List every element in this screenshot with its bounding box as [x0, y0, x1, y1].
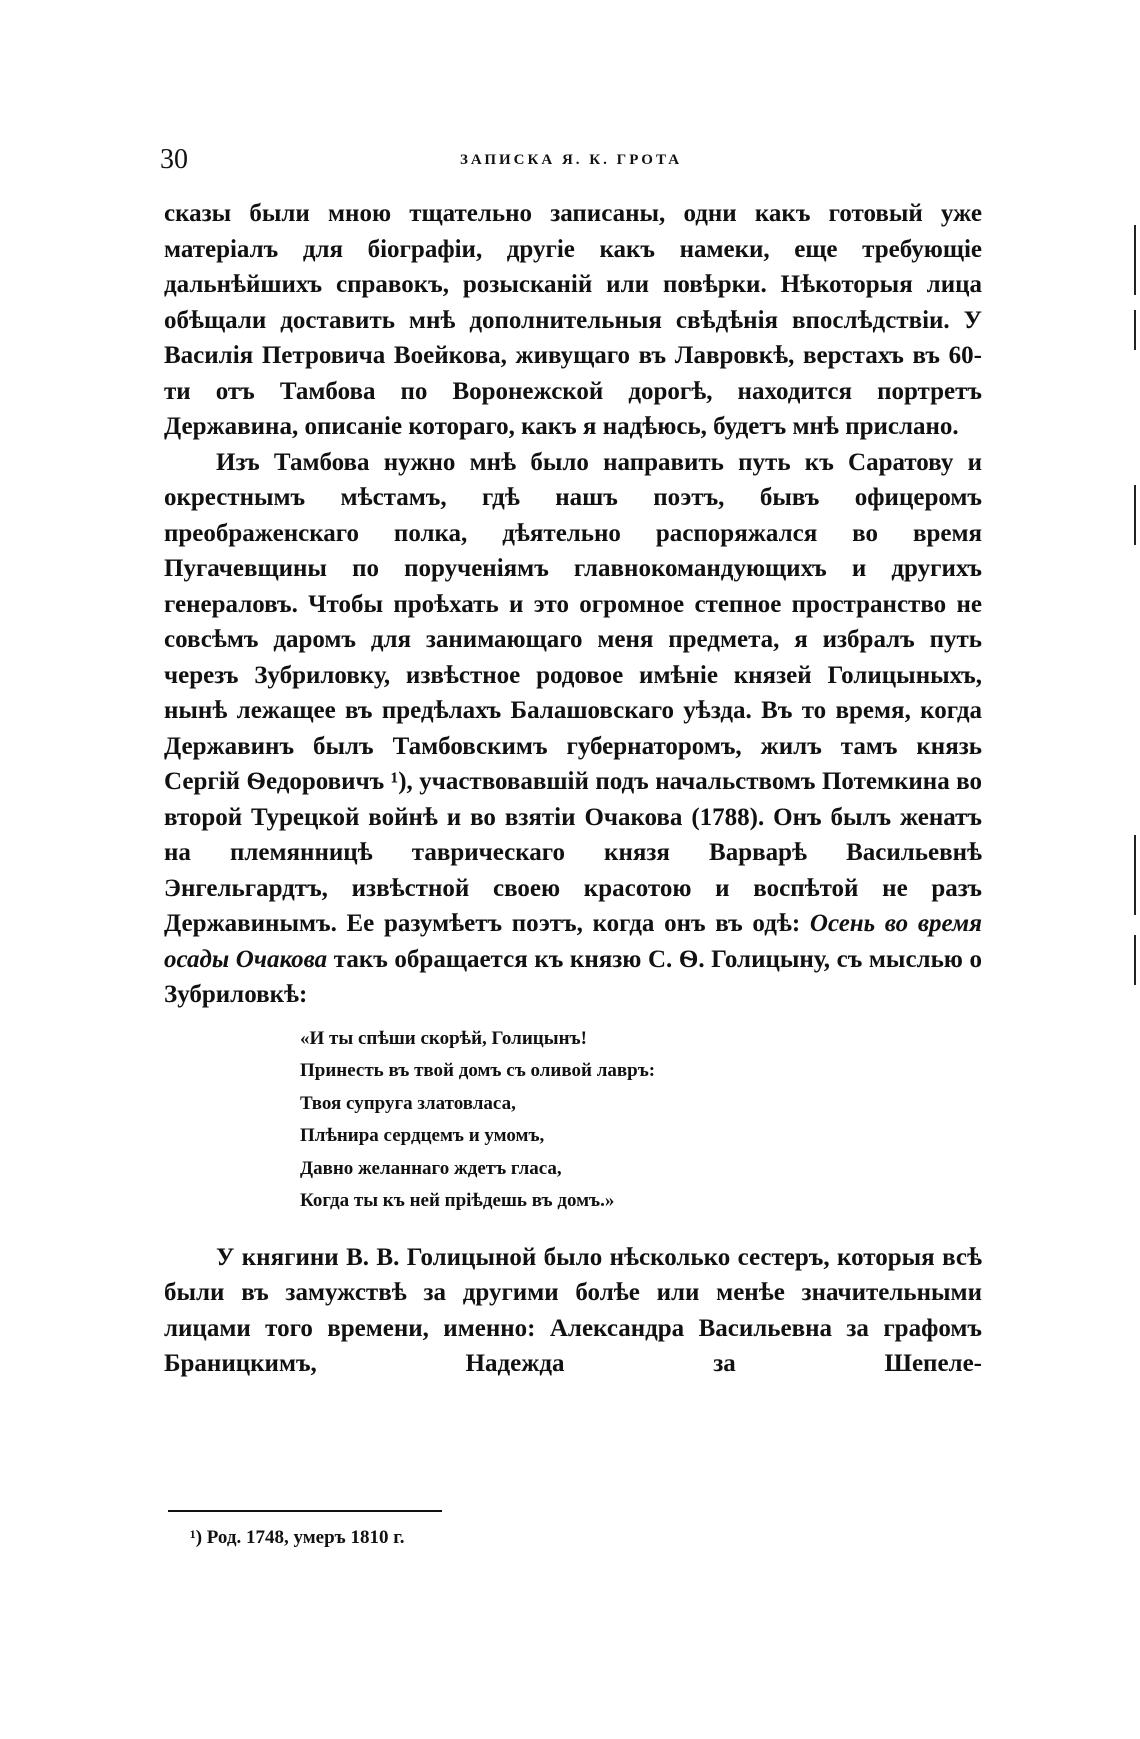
poem-quote — [300, 1023, 982, 1218]
poem-line: Давно желаннаго ждетъ гласа, — [300, 1157, 562, 1179]
paragraph-2-tail: такъ обращается къ князю С. Ѳ. Голицыну, съ мыслью о Зубриловкѣ: — [164, 945, 982, 1008]
footnote-text: Род. 1748, умеръ 1810 г. — [206, 1527, 405, 1548]
footnote — [190, 1524, 404, 1552]
page-number: 30 — [160, 144, 188, 175]
page-header — [160, 140, 982, 180]
margin-scan-mark — [1134, 225, 1136, 295]
poem-line: Плѣнира сердцемъ и умомъ, — [300, 1125, 545, 1146]
footnote-rule — [168, 1510, 442, 1512]
body-text — [164, 196, 982, 1382]
poem-line: Принесть въ твой домъ съ оливой лавръ: — [300, 1060, 656, 1081]
margin-scan-mark — [1134, 310, 1136, 350]
paragraph-2-text: Изъ Тамбова нужно мнѣ было направить путь къ Саратову и окрестнымъ мѣстамъ, гдѣ нашъ поэтъ, бывъ офицеромъ преображенскаго полка, дѣятельно распоряжался во время Пугачевщины по порученіямъ главнокомандующихъ и другихъ генераловъ. Чтобы проѣхать и это огромное степное пространство не совсѣмъ даромъ для занимающаго меня предмета, я избралъ путь черезъ Зубриловку, извѣстное родовое имѣніе князей Голицыныхъ, нынѣ лежащее въ предѣлахъ Балашовскаго уѣзда. Въ то время, когда Державинъ былъ Тамбовскимъ губернаторомъ, жилъ тамъ князь Сергій Ѳедоровичъ ¹), участвовавшій подъ начальствомъ Потемкина во второй Турецкой войнѣ и во взятіи Очакова (1788). Онъ былъ женатъ на племянницѣ таврическаго князя Варварѣ Васильевнѣ Энгельгардтъ, извѣстной своею красотою и воспѣтой не разъ Державинымъ. Ее разумѣетъ поэтъ, когда онъ въ одѣ: — [164, 448, 982, 937]
ode-title: Осень во время осады Очакова — [164, 910, 982, 973]
poem-line: Твоя супруга златовласа, — [300, 1092, 516, 1114]
margin-scan-mark — [1134, 935, 1136, 985]
paragraph-1: сказы были мною тщательно записаны, одни какъ готовый уже матеріалъ для біографіи, другіе какъ намеки, еще требующіе дальнѣйшихъ справокъ, розысканій или повѣрки. Нѣкоторыя лица обѣщали доставить мнѣ дополнительныя свѣдѣнія впослѣдствіи. У Василія Петровича Воейкова, живущаго въ Лавровкѣ, верстахъ въ 60-ти отъ Тамбова по Воронежской дорогѣ, находится портретъ Державина, описаніе котораго, какъ я надѣюсь, будетъ мнѣ прислано. — [164, 200, 982, 440]
poem-line: Когда ты къ ней пріѣдешь въ домъ.» — [300, 1190, 615, 1211]
paragraph-3: У княгини В. В. Голицыной было нѣсколько сестеръ, которыя всѣ были въ замужствѣ за другими болѣе или менѣе значительными лицами того времени, именно: Александра Васильевна за графомъ Браницкимъ, Надежда за Шепеле- — [164, 1243, 982, 1377]
poem-line: «И ты спѣши скорѣй, Голицынъ! — [300, 1027, 587, 1049]
running-title: ЗАПИСКА Я. К. ГРОТА — [459, 152, 683, 168]
paragraph-2 — [164, 445, 982, 1013]
margin-scan-mark — [1134, 835, 1136, 915]
footnote-marker: ¹) — [190, 1527, 203, 1548]
margin-scan-mark — [1134, 485, 1136, 545]
